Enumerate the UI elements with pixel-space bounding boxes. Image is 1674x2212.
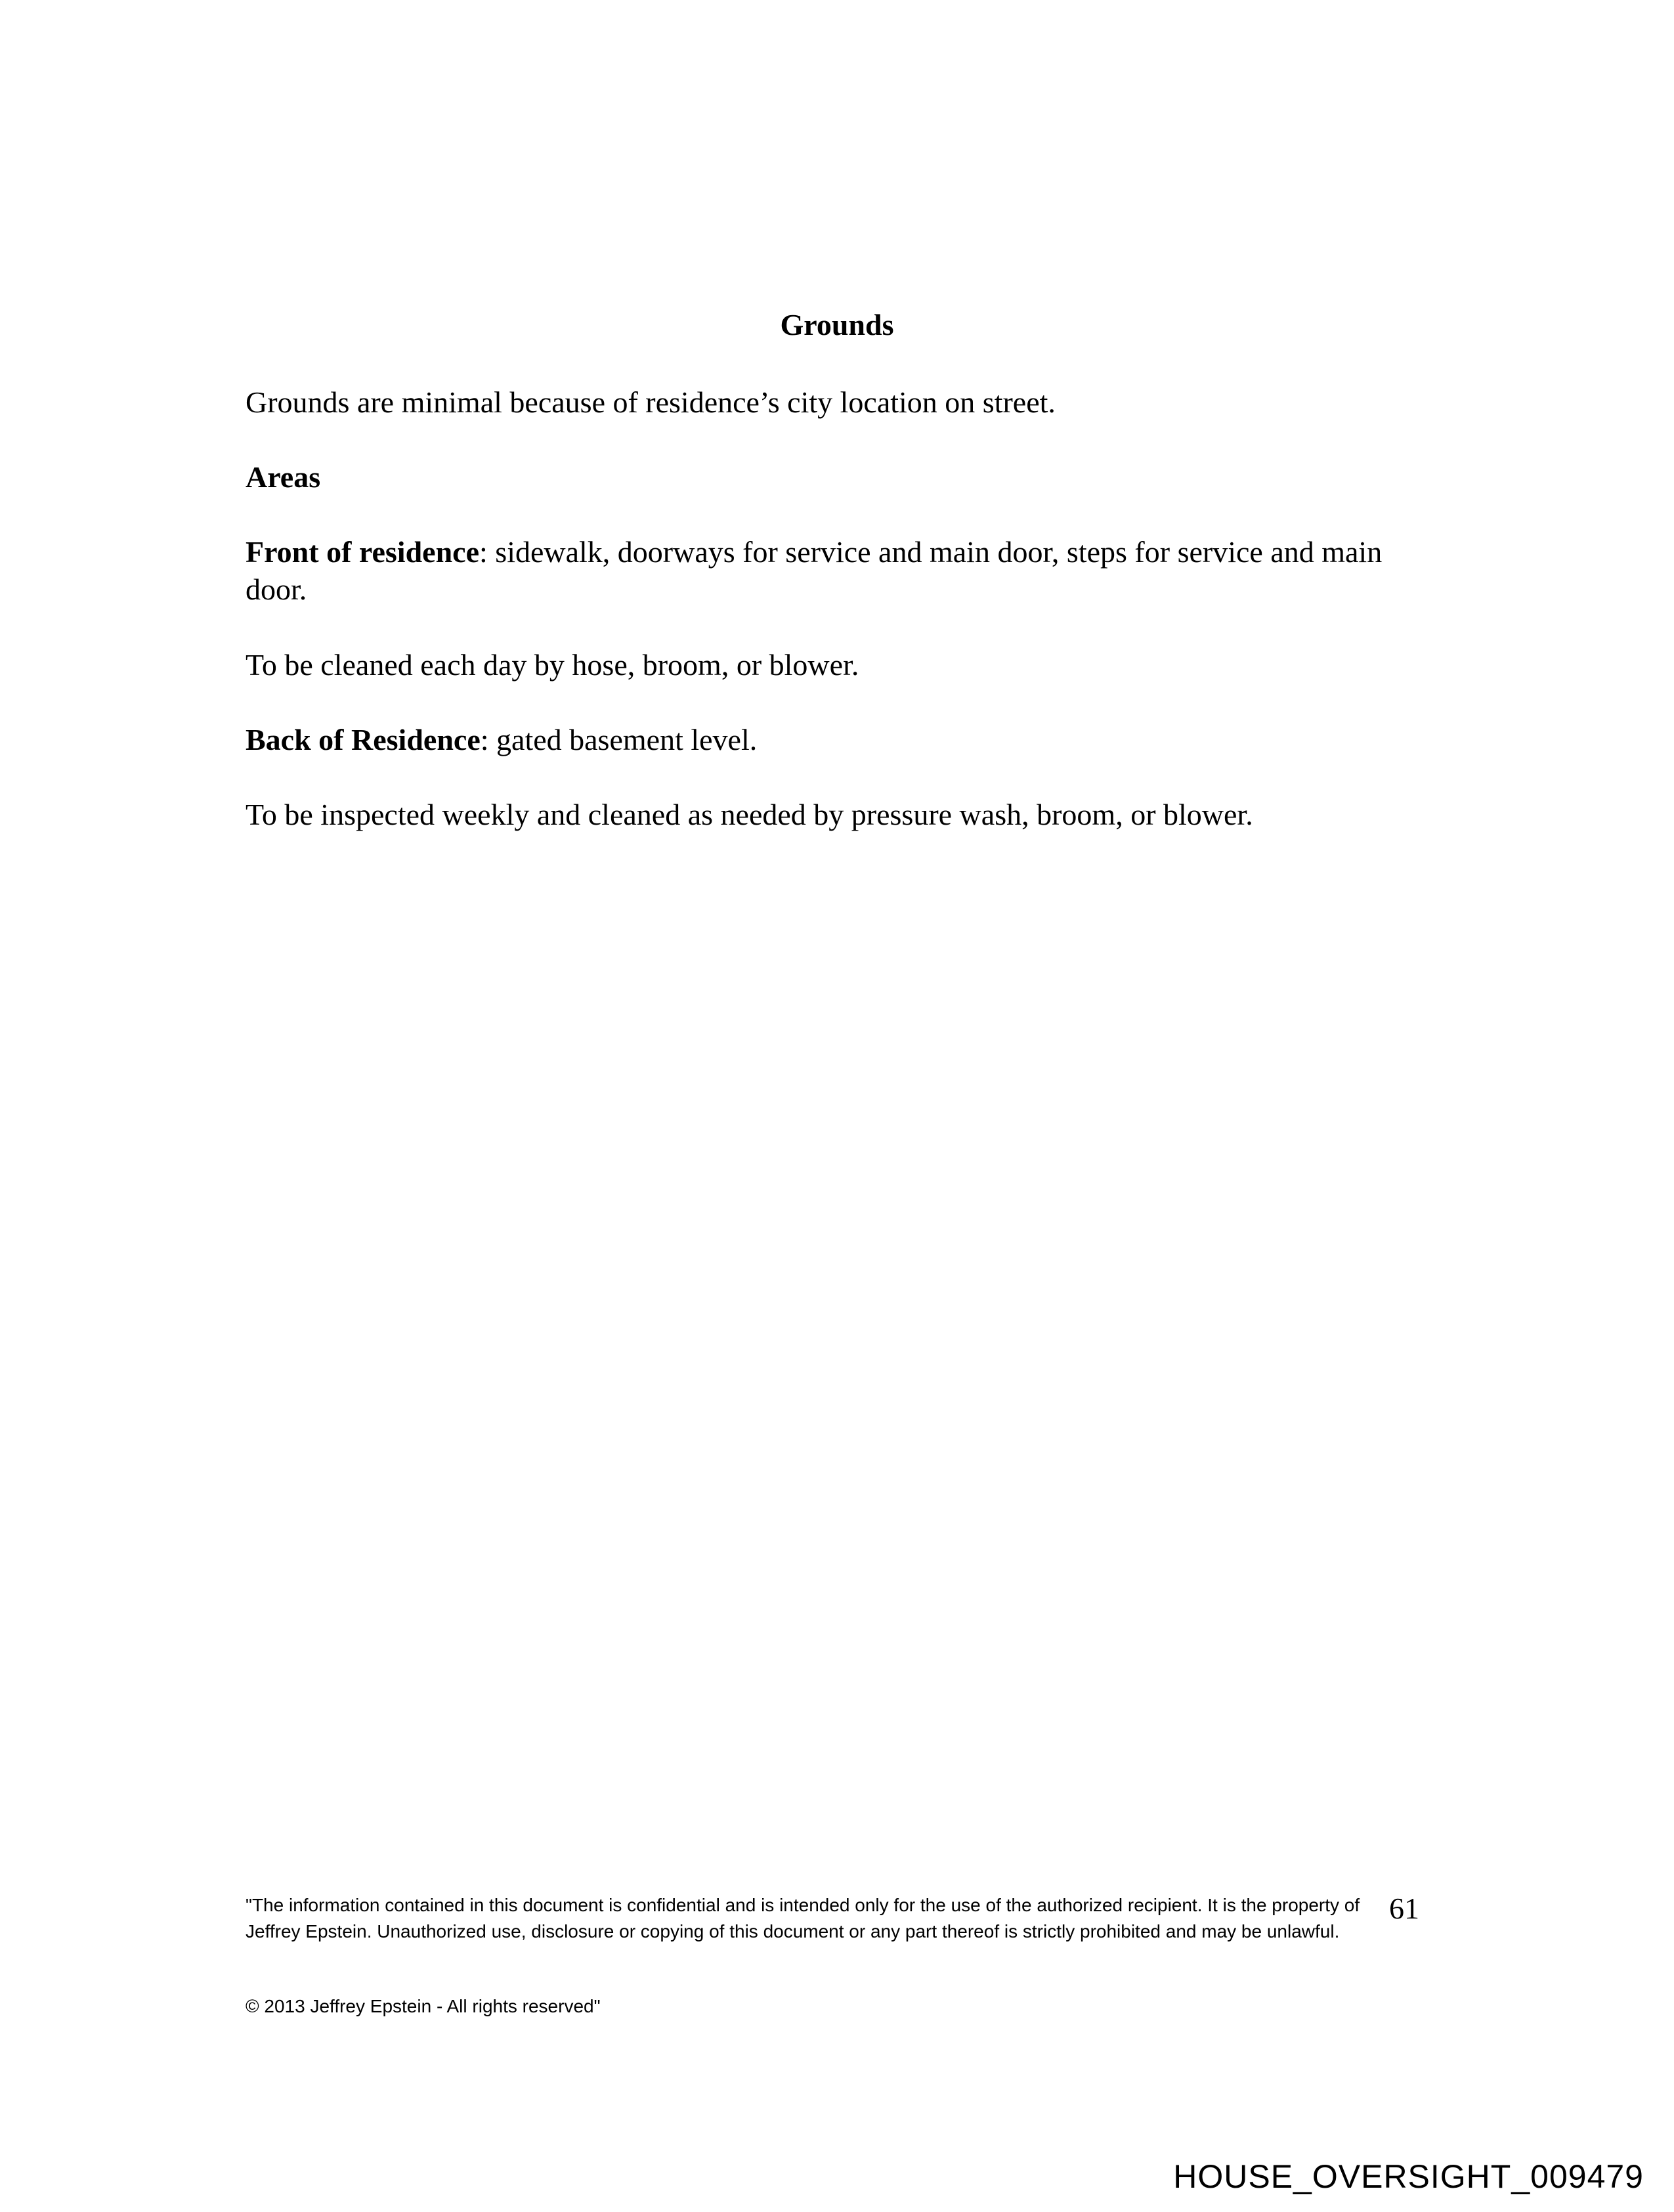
intro-paragraph: Grounds are minimal because of residence’s city location on street. [246,385,1056,419]
back-of-residence-label: Back of Residence [246,723,481,756]
back-of-residence-text: : gated basement level. [480,723,758,756]
back-inspection-instruction: To be inspected weekly and cleaned as needed by pressure wash, broom, or blower. [246,798,1253,831]
areas-heading: Areas [246,460,321,494]
front-of-residence-label: Front of residence [246,535,480,569]
front-cleaning-instruction: To be cleaned each day by hose, broom, or blower. [246,648,859,682]
bates-number: HOUSE_OVERSIGHT_009479 [1173,2158,1644,2195]
front-of-residence-paragraph [246,533,1427,608]
confidentiality-notice: "The information contained in this document is confidential and is intended only for the use of the authorized recipient. It is the property of Jeffrey Epstein. Unauthorized use, disclosure or copying of this document or any part thereof is strictly prohibited and may be unlawful. [246,1895,1360,1941]
page-number: 61 [1389,1892,1419,1925]
back-of-residence-paragraph [246,721,1427,758]
copyright-notice: © 2013 Jeffrey Epstein - All rights reserved" [246,1996,601,2016]
front-of-residence-text: : sidewalk, doorways for service and main door, steps for service and main door. [246,535,1383,606]
page-title: Grounds [780,308,894,341]
